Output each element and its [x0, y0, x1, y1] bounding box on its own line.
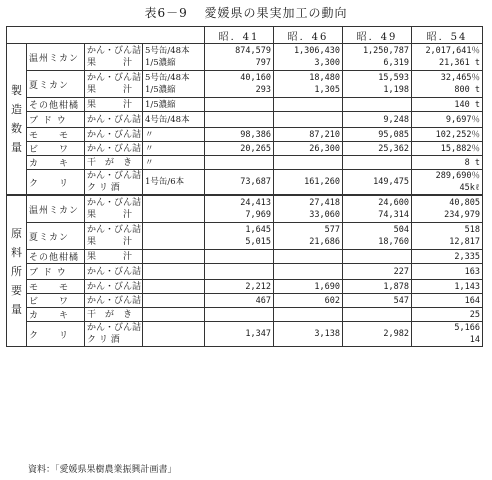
table-row — [7, 142, 483, 156]
value-s54-line: 40,805 — [449, 198, 480, 208]
value-s46 — [274, 128, 343, 142]
product-type-line: かん・びん詰 — [87, 114, 142, 125]
fruit-name: 夏ミカン — [27, 223, 85, 250]
value-s41-line: 293 — [255, 85, 271, 95]
header-year: 昭．49 — [343, 27, 412, 44]
product-spec — [143, 223, 205, 250]
value-s54 — [412, 250, 483, 264]
product-spec-line: 5号缶/48本 — [145, 46, 190, 56]
product-type — [85, 322, 143, 347]
product-type-line: かん・びん詰 — [87, 143, 142, 154]
fruit-name: モ モ — [27, 128, 85, 142]
product-type-line: ク リ 酒 — [87, 183, 120, 193]
value-s41-line: 874,579 — [235, 46, 271, 56]
fruit-name: ブ ド ウ — [27, 264, 85, 280]
section-label-char: 量 — [11, 302, 22, 316]
fruit-name: ビ ワ — [27, 142, 85, 156]
product-type — [85, 112, 143, 128]
section-label-char: 所 — [11, 264, 22, 278]
value-s54-line: 15,882％ — [440, 143, 480, 154]
table-caption: 愛媛県の果実加工の動向 — [204, 6, 348, 20]
value-s49 — [343, 322, 412, 347]
value-s46 — [274, 322, 343, 347]
value-s54-line: 32,465％ — [440, 73, 480, 83]
value-s54-line: 163 — [464, 266, 480, 277]
product-type-line: かん・びん詰 — [87, 171, 142, 181]
value-s54-line: 14 — [469, 335, 480, 345]
value-s54 — [412, 264, 483, 280]
header-year: 昭．54 — [412, 27, 483, 44]
value-s54 — [412, 142, 483, 156]
section-label — [7, 195, 27, 347]
value-s49-line: 547 — [393, 295, 409, 306]
product-type-line: かん・びん詰 — [87, 129, 142, 140]
product-spec — [143, 156, 205, 170]
table-row — [7, 71, 483, 98]
fruit-processing-table — [6, 26, 483, 347]
value-s54 — [412, 156, 483, 170]
value-s41 — [205, 195, 274, 223]
value-s49 — [343, 195, 412, 223]
value-s41-line: 797 — [255, 58, 271, 68]
header-blank — [7, 27, 205, 44]
product-type — [85, 195, 143, 223]
value-s46-line: 3,138 — [314, 329, 340, 339]
product-spec-line: 5号缶/48本 — [145, 73, 190, 83]
product-type-line: かん・びん詰 — [87, 46, 142, 56]
value-s46-line: 21,686 — [309, 237, 340, 247]
fruit-name: カ キ — [27, 156, 85, 170]
product-type-line: 果 汁 — [87, 99, 133, 110]
value-s46 — [274, 250, 343, 264]
value-s46-line: 577 — [324, 225, 340, 235]
section-label-char: 要 — [11, 283, 22, 297]
value-s54 — [412, 308, 483, 322]
value-s41 — [205, 264, 274, 280]
value-s54-line: 12,817 — [449, 237, 480, 247]
product-spec-line: 4号缶/48本 — [145, 114, 190, 125]
value-s41-line: 24,413 — [240, 198, 271, 208]
value-s54-line: 21,361 t — [439, 58, 480, 68]
value-s49-line: 149,475 — [373, 177, 409, 187]
product-spec-line: 1号缶/6本 — [145, 177, 185, 187]
table-row — [7, 264, 483, 280]
fruit-name: その他柑橘 — [27, 250, 85, 264]
value-s46 — [274, 308, 343, 322]
product-spec — [143, 170, 205, 196]
value-s54-line: 164 — [464, 295, 480, 306]
section-label-char: 量 — [11, 141, 22, 154]
value-s49-line: 1,198 — [383, 85, 409, 95]
value-s41 — [205, 156, 274, 170]
value-s46-line: 3,300 — [314, 58, 340, 68]
product-spec — [143, 294, 205, 308]
product-type — [85, 250, 143, 264]
header-row — [7, 27, 483, 44]
value-s49-line: 1,878 — [383, 281, 409, 292]
value-s41-line: 20,265 — [240, 143, 271, 154]
product-type — [85, 142, 143, 156]
value-s54-line: 518 — [464, 225, 480, 235]
table-row — [7, 98, 483, 112]
fruit-name: 温州ミカン — [27, 195, 85, 223]
product-type-line: かん・びん詰 — [87, 281, 142, 292]
value-s46 — [274, 142, 343, 156]
value-s41-line: 1,645 — [245, 225, 271, 235]
value-s54-line: 800 t — [454, 85, 480, 95]
value-s49 — [343, 128, 412, 142]
value-s54 — [412, 98, 483, 112]
value-s49 — [343, 250, 412, 264]
section-label-char: 製 — [11, 84, 22, 97]
product-spec — [143, 142, 205, 156]
value-s49 — [343, 98, 412, 112]
value-s49-line: 15,593 — [378, 73, 409, 83]
value-s46 — [274, 71, 343, 98]
product-spec — [143, 280, 205, 294]
table-row — [7, 250, 483, 264]
header-year: 昭．46 — [274, 27, 343, 44]
value-s49-line: 504 — [393, 225, 409, 235]
value-s41-line: 5,015 — [245, 237, 271, 247]
value-s46-line: 27,418 — [309, 198, 340, 208]
value-s54 — [412, 170, 483, 196]
value-s49 — [343, 142, 412, 156]
product-spec-line: 1/5濃縮 — [145, 85, 176, 95]
fruit-name: モ モ — [27, 280, 85, 294]
value-s41 — [205, 250, 274, 264]
value-s46 — [274, 170, 343, 196]
product-type-line: かん・びん詰 — [87, 225, 142, 235]
section-label-char: 数 — [11, 122, 22, 135]
product-spec — [143, 44, 205, 71]
header-year: 昭．41 — [205, 27, 274, 44]
value-s41 — [205, 98, 274, 112]
value-s49-line: 24,600 — [378, 198, 409, 208]
table-row — [7, 294, 483, 308]
value-s46-line: 26,300 — [309, 143, 340, 154]
section-label — [7, 44, 27, 196]
product-type-line: 果 汁 — [87, 58, 133, 68]
value-s54 — [412, 280, 483, 294]
fruit-name: ク リ — [27, 170, 85, 196]
value-s46 — [274, 195, 343, 223]
value-s49-line: 95,085 — [378, 129, 409, 140]
value-s49 — [343, 112, 412, 128]
value-s46-line: 87,210 — [309, 129, 340, 140]
fruit-name: ク リ — [27, 322, 85, 347]
value-s54-line: 2,017,641％ — [425, 46, 480, 56]
product-type-line: 干 が き — [87, 309, 133, 320]
value-s41-line: 40,160 — [240, 73, 271, 83]
value-s46-line: 33,060 — [309, 210, 340, 220]
value-s46 — [274, 223, 343, 250]
value-s46-line: 1,306,430 — [293, 46, 340, 56]
product-spec — [143, 98, 205, 112]
product-type — [85, 128, 143, 142]
value-s54 — [412, 71, 483, 98]
value-s49 — [343, 294, 412, 308]
product-spec — [143, 112, 205, 128]
value-s49-line: 9,248 — [383, 114, 409, 125]
value-s54 — [412, 195, 483, 223]
value-s49-line: 25,362 — [378, 143, 409, 154]
product-spec — [143, 195, 205, 223]
value-s41-line: 73,687 — [240, 177, 271, 187]
value-s54 — [412, 294, 483, 308]
value-s49 — [343, 156, 412, 170]
fruit-name: 夏ミカン — [27, 71, 85, 98]
value-s54-line: 5,166 — [454, 323, 480, 333]
value-s41-line: 467 — [255, 295, 271, 306]
table-row — [7, 195, 483, 223]
value-s41-line: 7,969 — [245, 210, 271, 220]
table-row — [7, 280, 483, 294]
value-s49 — [343, 170, 412, 196]
product-type — [85, 44, 143, 71]
product-type-line: ク リ 酒 — [87, 335, 120, 345]
value-s49 — [343, 71, 412, 98]
value-s49-line: 1,250,787 — [362, 46, 409, 56]
fruit-name: 温州ミカン — [27, 44, 85, 71]
value-s41-line: 1,347 — [245, 329, 271, 339]
product-spec-line: 〃 — [145, 157, 154, 168]
value-s46 — [274, 98, 343, 112]
product-type — [85, 308, 143, 322]
value-s49-line: 227 — [393, 266, 409, 277]
table-title — [0, 4, 492, 21]
product-spec-line: 1/5濃縮 — [145, 99, 176, 110]
table-row — [7, 128, 483, 142]
product-spec-line: 〃 — [145, 143, 154, 154]
value-s54 — [412, 112, 483, 128]
product-type-line: 果 汁 — [87, 237, 133, 247]
value-s54-line: 234,979 — [444, 210, 480, 220]
value-s46 — [274, 280, 343, 294]
product-type — [85, 71, 143, 98]
value-s46-line: 1,690 — [314, 281, 340, 292]
product-type-line: 果 汁 — [87, 251, 133, 262]
value-s46 — [274, 264, 343, 280]
product-type-line: かん・びん詰 — [87, 73, 142, 83]
fruit-name: カ キ — [27, 308, 85, 322]
value-s41 — [205, 44, 274, 71]
value-s54 — [412, 128, 483, 142]
value-s41-line: 2,212 — [245, 281, 271, 292]
value-s54-line: 9,697％ — [445, 114, 480, 125]
product-type — [85, 98, 143, 112]
section-label-char: 原 — [11, 226, 22, 240]
value-s54-line: 1,143 — [454, 281, 480, 292]
value-s54-line: 140 t — [454, 99, 480, 110]
table-row — [7, 322, 483, 347]
product-type — [85, 223, 143, 250]
product-type — [85, 170, 143, 196]
value-s41 — [205, 280, 274, 294]
value-s54-line: 8 t — [464, 157, 480, 168]
value-s46 — [274, 156, 343, 170]
value-s46 — [274, 44, 343, 71]
fruit-name: その他柑橘 — [27, 98, 85, 112]
table-row — [7, 44, 483, 71]
section-label-char: 造 — [11, 103, 22, 116]
value-s41 — [205, 308, 274, 322]
value-s49 — [343, 264, 412, 280]
value-s49 — [343, 280, 412, 294]
product-spec-line: 〃 — [145, 129, 154, 140]
source-note: 資料：「愛媛県果樹農業振興計画書」 — [28, 465, 177, 475]
value-s54-line: 102,252％ — [435, 129, 480, 140]
value-s54-line: 2,335 — [454, 251, 480, 262]
fruit-name: ビ ワ — [27, 294, 85, 308]
value-s54 — [412, 44, 483, 71]
value-s46 — [274, 294, 343, 308]
value-s49-line: 18,760 — [378, 237, 409, 247]
product-type — [85, 294, 143, 308]
table-row — [7, 156, 483, 170]
value-s41 — [205, 170, 274, 196]
value-s49-line: 2,982 — [383, 329, 409, 339]
value-s41 — [205, 112, 274, 128]
value-s41 — [205, 223, 274, 250]
value-s54-line: 45kℓ — [459, 183, 480, 193]
table-row — [7, 112, 483, 128]
value-s54-line: 289,690％ — [435, 171, 480, 181]
value-s49 — [343, 308, 412, 322]
product-type-line: 干 が き — [87, 157, 133, 168]
product-type-line: かん・びん詰 — [87, 266, 142, 277]
value-s54-line: 25 — [469, 309, 480, 320]
value-s49 — [343, 44, 412, 71]
product-type — [85, 280, 143, 294]
product-type — [85, 156, 143, 170]
table-row — [7, 223, 483, 250]
product-spec — [143, 308, 205, 322]
product-type-line: かん・びん詰 — [87, 295, 142, 306]
product-type-line: かん・びん詰 — [87, 323, 142, 333]
value-s46-line: 161,260 — [304, 177, 340, 187]
value-s46-line: 1,305 — [314, 85, 340, 95]
product-spec — [143, 250, 205, 264]
section-label-char: 料 — [11, 245, 22, 259]
product-spec — [143, 128, 205, 142]
product-spec — [143, 322, 205, 347]
value-s49-line: 6,319 — [383, 58, 409, 68]
product-spec-line: 1/5濃縮 — [145, 58, 176, 68]
value-s49-line: 74,314 — [378, 210, 409, 220]
value-s49 — [343, 223, 412, 250]
value-s41 — [205, 142, 274, 156]
table-number: 表6－9 — [144, 6, 188, 20]
product-spec — [143, 264, 205, 280]
product-spec — [143, 71, 205, 98]
value-s54 — [412, 322, 483, 347]
product-type-line: 果 汁 — [87, 85, 133, 95]
value-s46-line: 18,480 — [309, 73, 340, 83]
value-s46 — [274, 112, 343, 128]
product-type — [85, 264, 143, 280]
product-type-line: 果 汁 — [87, 210, 133, 220]
table-row — [7, 308, 483, 322]
value-s41 — [205, 294, 274, 308]
value-s41 — [205, 322, 274, 347]
fruit-name: ブ ド ウ — [27, 112, 85, 128]
value-s46-line: 602 — [324, 295, 340, 306]
table-row — [7, 170, 483, 196]
value-s41 — [205, 128, 274, 142]
value-s54 — [412, 223, 483, 250]
value-s41 — [205, 71, 274, 98]
product-type-line: かん・びん詰 — [87, 198, 142, 208]
value-s41-line: 98,386 — [240, 129, 271, 140]
